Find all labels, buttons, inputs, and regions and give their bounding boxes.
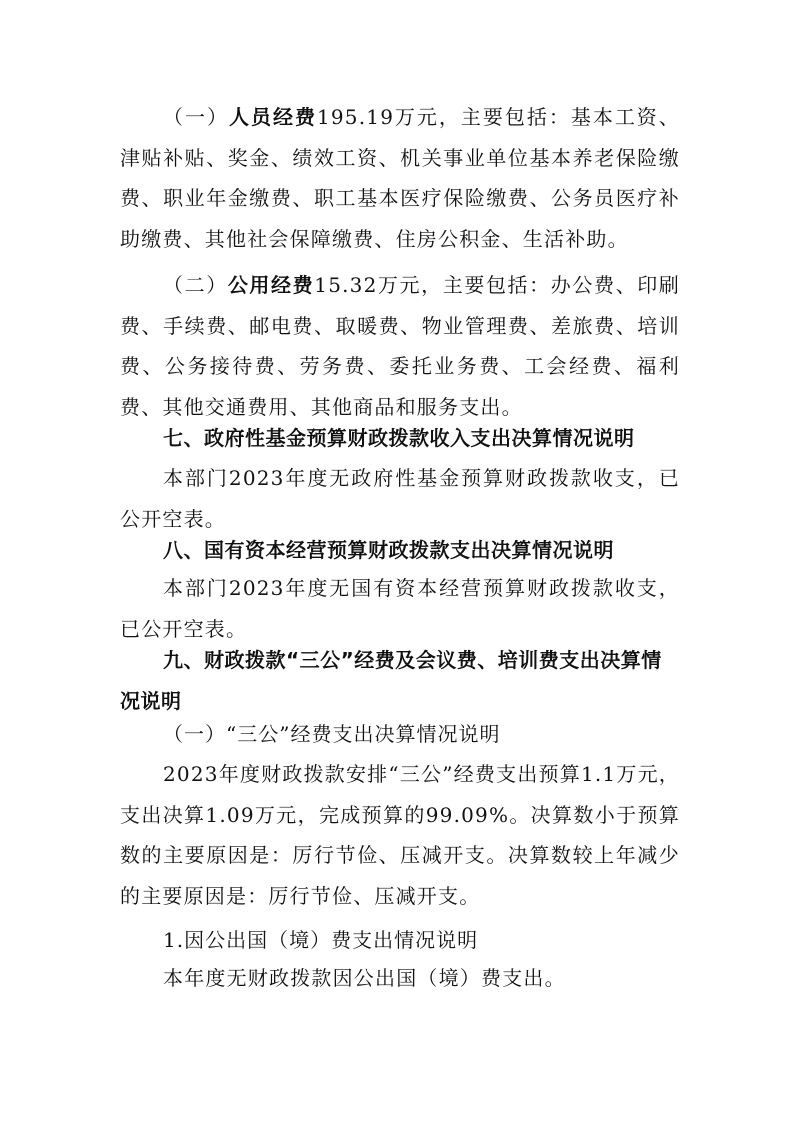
personnel-text: 195.19万元，主要包括：基本工资、津贴补贴、奖金、绩效工资、机关事业单位基本养老保险缴费、职业年金缴费、职工基本医疗保险缴费、公务员医疗补助缴费、其他社会保障缴费、住房公积金、生活补助。 xyxy=(120,105,681,251)
personnel-prefix: （一） xyxy=(163,105,229,129)
section-7-body: 本部门2023年度无政府性基金预算财政拨款收支，已公开空表。 xyxy=(120,466,680,531)
item-1-body: 本年度无财政拨款因公出国（境）费支出。 xyxy=(163,966,566,990)
subsection-1-body: 2023年度财政拨款安排“三公”经费支出预算1.1万元，支出决算1.09万元，完成预算的99.09%。决算数小于预算数的主要原因是：厉行节俭、压减开支。决算数较上年减少的主要原因是：厉行节俭、压减开支。 xyxy=(120,762,680,908)
item-1-title: 1.因公出国（境）费支出情况说明 xyxy=(163,928,479,952)
public-label: 公用经费 xyxy=(227,273,315,297)
section-7-heading: 七、政府性基金预算财政拨款收入支出决算情况说明 xyxy=(163,426,635,450)
personnel-label: 人员经费 xyxy=(228,105,317,129)
personnel-expense-paragraph xyxy=(120,97,680,259)
public-expense-paragraph xyxy=(120,265,680,427)
subsection-1-title: （一）“三公”经费支出决算情况说明 xyxy=(163,722,501,746)
public-text: 15.32万元，主要包括：办公费、印刷费、手续费、邮电费、取暖费、物业管理费、差旅费、培训费、公务接待费、劳务费、委托业务费、工会经费、福利费、其他交通费用、其他商品和服务支出。 xyxy=(120,273,680,419)
section-9-heading: 九、财政拨款“三公”经费及会议费、培训费支出决算情况说明 xyxy=(120,648,662,713)
public-prefix: （二） xyxy=(163,273,228,297)
section-8-heading: 八、国有资本经营预算财政拨款支出决算情况说明 xyxy=(163,538,614,562)
section-8-body: 本部门2023年度无国有资本经营预算财政拨款收支，已公开空表。 xyxy=(120,576,680,641)
